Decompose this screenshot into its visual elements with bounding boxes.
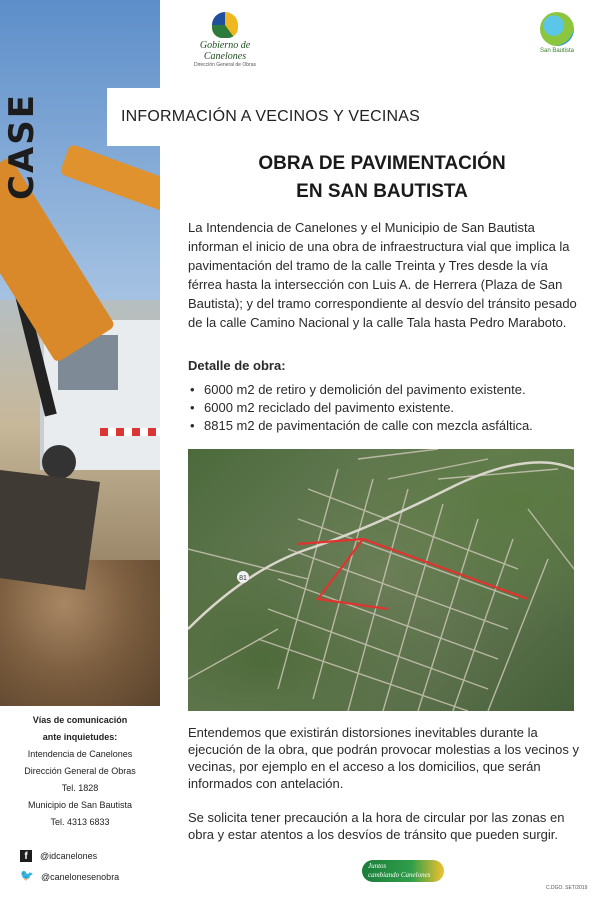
juntos-slogan-logo: [362, 860, 444, 882]
photo-machine-brand: CASE: [2, 93, 42, 200]
info-band-text: INFORMACIÓN A VECINOS Y VECINAS: [121, 108, 421, 125]
contact-phone: Tel. 4313 6833: [50, 817, 110, 827]
streets-outer: [188, 449, 574, 679]
contact-line: Dirección General de Obras: [24, 766, 136, 776]
san-bautista-logo-name: San Bautista: [539, 48, 575, 54]
gobierno-logo-name: Gobierno de Canelones: [199, 40, 251, 62]
road-marker-label: 81: [239, 575, 247, 582]
intro-paragraph: La Intendencia de Canelones y el Municipio de San Bautista informan el inicio de una obra de infraestructura vial que implica la pavimentación del tramo de la calle Treinta y Tres desde la vía férrea hasta la intersección con Luis A. de Herrera (Plaza de San Bautista); y del tramo correspondiente al desvío del tránsito pesado de la calle Camino Nacional y la calle Tala hasta Pedro Maraboto.: [188, 220, 577, 330]
outro-paragraph-2: Se solicita tener precaución a la hora de circular por las zonas en obra y estar atentos a los desvíos de tránsito que pueden surgir.: [188, 810, 565, 842]
gobierno-logo-sub: Dirección General de Obras: [194, 62, 256, 68]
page-title: [188, 150, 576, 206]
contact-phone: Tel. 1828: [61, 783, 99, 793]
gobierno-canelones-logo: [180, 12, 270, 68]
contact-heading-1: Vías de comunicación: [32, 715, 128, 725]
contact-line: Intendencia de Canelones: [27, 749, 133, 759]
detail-item: • 6000 m2 de retiro y demolición del pavimento existente.: [188, 381, 580, 399]
contact-block: [0, 712, 160, 831]
detail-list: [188, 381, 580, 435]
detail-item: • 6000 m2 reciclado del pavimento existente.: [188, 399, 580, 417]
facebook-handle-text: @idcanelones: [40, 851, 98, 861]
san-bautista-emblem-icon: [540, 12, 574, 46]
photo-truck-wheel: [42, 445, 76, 479]
twitter-icon: 🐦: [20, 870, 34, 882]
detail-heading: Detalle de obra:: [188, 358, 286, 373]
document-code: C.DGO. SET/2019: [546, 885, 588, 891]
photo-truck-stripe: [100, 428, 160, 436]
san-bautista-logo: [536, 12, 578, 62]
contact-line: Municipio de San Bautista: [27, 800, 133, 810]
detail-item: • 8815 m2 de pavimentación de calle con mezcla asfáltica.: [188, 417, 580, 435]
slogan-line-2: cambiando Canelones: [368, 871, 431, 879]
title-line-1: OBRA DE PAVIMENTACIÓN: [258, 153, 506, 174]
twitter-handle-text: @canelonesenobra: [41, 871, 120, 882]
map-graphics: [188, 449, 574, 711]
slogan-line-1: Juntos: [368, 862, 387, 870]
contact-heading-2: ante inquietudes:: [42, 732, 118, 742]
title-line-2: EN SAN BAUTISTA: [296, 181, 468, 202]
twitter-handle[interactable]: [20, 871, 160, 882]
info-band: [107, 88, 437, 146]
canelones-emblem-icon: [212, 12, 238, 38]
outro-paragraph-1: Entendemos que existirán distorsiones inevitables durante la ejecución de la obra, que podrán provocar molestias a los vecinos y vecinas, por ejemplo en el acceso a los domicilios, que serán informados con antelación.: [188, 725, 579, 791]
facebook-handle[interactable]: [20, 850, 160, 862]
outro-text: [188, 724, 580, 843]
photo-excavator-bucket: [0, 470, 100, 590]
satellite-map: [188, 449, 574, 711]
facebook-icon: f: [20, 850, 32, 862]
streets-ne: [258, 489, 518, 711]
